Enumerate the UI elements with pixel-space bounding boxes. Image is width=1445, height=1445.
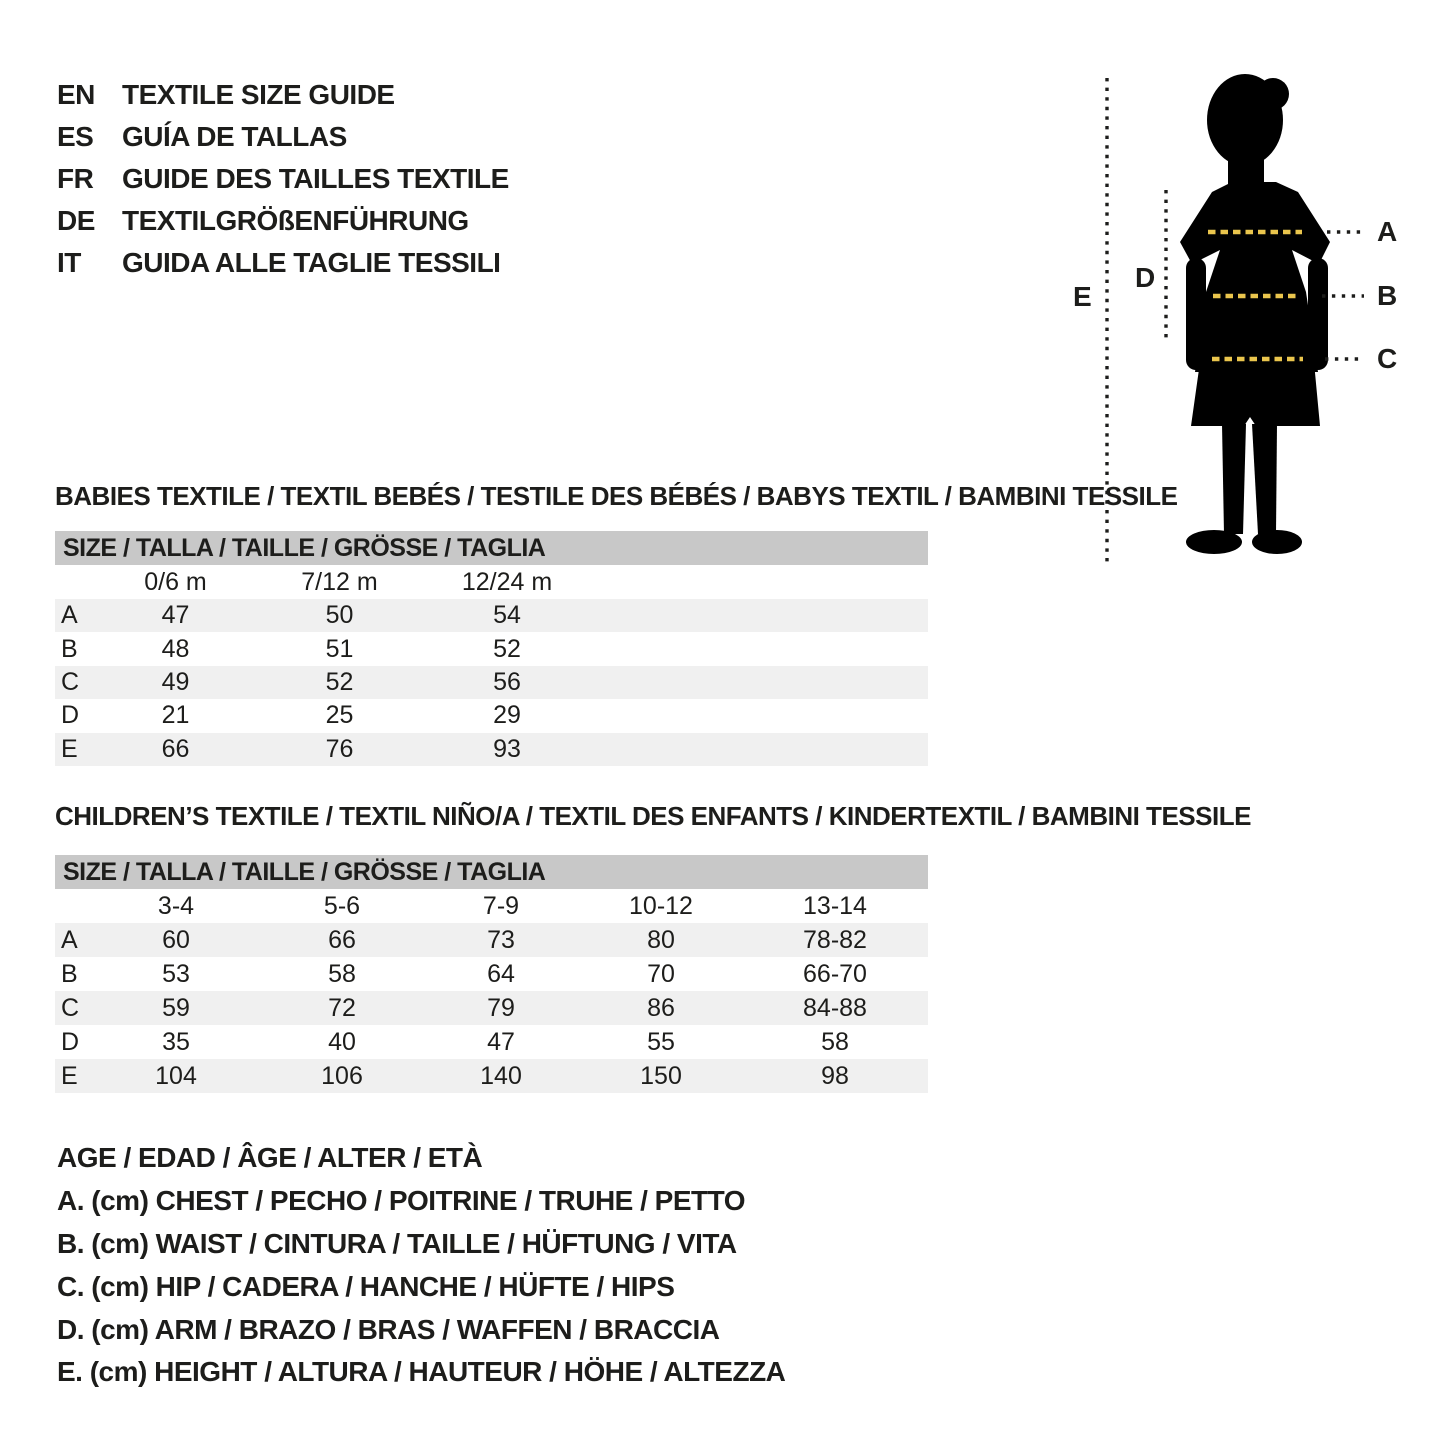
- language-title: GUIDA ALLE TAGLIE TESSILI: [122, 247, 501, 278]
- babies-column-header: 0/6 m: [144, 567, 207, 596]
- cell: 72: [328, 993, 356, 1022]
- row-label: A: [61, 601, 78, 630]
- row-label: E: [61, 734, 78, 763]
- cell: 54: [493, 601, 521, 630]
- table-row: [55, 699, 928, 732]
- babies-size-header-bar: [55, 531, 928, 565]
- cell: 53: [162, 959, 190, 988]
- cell: 50: [325, 601, 354, 630]
- table-row: [55, 957, 928, 991]
- language-title: TEXTILE SIZE GUIDE: [122, 79, 395, 110]
- table-row: [55, 923, 928, 957]
- cell: 64: [487, 959, 515, 988]
- row-label: B: [61, 959, 78, 988]
- measure-label-hip: C: [1377, 343, 1398, 374]
- cell: 58: [821, 1027, 849, 1056]
- cell: 86: [647, 993, 675, 1022]
- babies-column-header: 12/24 m: [461, 567, 553, 596]
- measurement-legend: [57, 1137, 785, 1394]
- row-label: C: [61, 993, 80, 1022]
- legend-line-waist: B. (cm) WAIST / CINTURA / TAILLE / HÜFTUNG / VITA: [57, 1227, 737, 1259]
- language-row: [57, 242, 509, 284]
- cell: 60: [162, 925, 190, 954]
- cell: 98: [821, 1061, 849, 1090]
- measure-label-height: E: [1073, 281, 1092, 312]
- cell: 70: [647, 959, 675, 988]
- cell: 21: [161, 701, 190, 730]
- cell: 49: [161, 667, 190, 696]
- cell: 66: [328, 925, 356, 954]
- cell: 140: [480, 1061, 522, 1090]
- cell: 47: [487, 1027, 515, 1056]
- cell: 51: [325, 634, 354, 663]
- cell: 66-70: [803, 959, 867, 988]
- language-title: GUIDE DES TAILLES TEXTILE: [122, 163, 509, 194]
- legend-line-arm: D. (cm) ARM / BRAZO / BRAS / WAFFEN / BRACCIA: [57, 1313, 720, 1345]
- babies-size-header-label: SIZE / TALLA / TAILLE / GRÖSSE / TAGLIA: [63, 533, 546, 562]
- row-label: C: [61, 667, 80, 696]
- cell: 66: [161, 734, 190, 763]
- table-row: [55, 733, 928, 766]
- children-column-header: 10-12: [629, 891, 693, 920]
- cell: 80: [647, 925, 675, 954]
- children-column-header: 7-9: [482, 891, 520, 920]
- cell: 29: [493, 701, 521, 730]
- cell: 35: [162, 1027, 190, 1056]
- children-column-header: 3-4: [157, 891, 195, 920]
- cell: 73: [487, 925, 515, 954]
- cell: 56: [493, 667, 521, 696]
- table-row: [55, 991, 928, 1025]
- children-size-header-bar: [55, 855, 928, 889]
- language-row: [57, 158, 509, 200]
- measure-label-chest: A: [1377, 216, 1398, 247]
- cell: 52: [325, 667, 354, 696]
- legend-line-height: E. (cm) HEIGHT / ALTURA / HAUTEUR / HÖHE / ALTEZZA: [57, 1356, 786, 1388]
- babies-column-header-row: [55, 565, 928, 599]
- table-row: [55, 599, 928, 632]
- row-label: D: [61, 701, 80, 730]
- legend-line-chest: A. (cm) CHEST / PECHO / POITRINE / TRUHE / PETTO: [57, 1185, 746, 1217]
- language-row: [57, 116, 509, 158]
- measurement-figure: [1030, 60, 1445, 600]
- cell: 58: [328, 959, 356, 988]
- cell: 106: [321, 1061, 363, 1090]
- row-label: A: [61, 925, 78, 954]
- table-row: [55, 632, 928, 665]
- row-label: D: [61, 1027, 80, 1056]
- legend-line-age: AGE / EDAD / ÂGE / ALTER / ETÀ: [57, 1142, 483, 1174]
- children-column-header: 5-6: [323, 891, 361, 920]
- language-row: [57, 74, 509, 116]
- children-column-header: 13-14: [803, 891, 867, 920]
- babies-section-heading: BABIES TEXTILE / TEXTIL BEBÉS / TESTILE DES BÉBÉS / BABYS TEXTIL / BAMBINI TESSILE: [55, 481, 1178, 511]
- cell: 47: [161, 601, 190, 630]
- cell: 25: [325, 701, 354, 730]
- measure-label-waist: B: [1377, 280, 1398, 311]
- cell: 40: [328, 1027, 356, 1056]
- language-code: ES: [57, 121, 94, 152]
- language-title-list: [57, 74, 509, 284]
- cell: 52: [493, 634, 521, 663]
- legend-line-hip: C. (cm) HIP / CADERA / HANCHE / HÜFTE / HIPS: [57, 1270, 675, 1302]
- measure-label-arm: D: [1135, 262, 1156, 293]
- row-label: B: [61, 634, 78, 663]
- cell: 84-88: [803, 993, 867, 1022]
- cell: 104: [155, 1061, 197, 1090]
- children-section-heading: CHILDREN’S TEXTILE / TEXTIL NIÑO/A / TEXTIL DES ENFANTS / KINDERTEXTIL / BAMBINI TESSILE: [55, 801, 1251, 831]
- language-title: TEXTILGRÖßENFÜHRUNG: [122, 205, 469, 236]
- babies-column-header: 7/12 m: [301, 567, 378, 596]
- cell: 150: [640, 1061, 682, 1090]
- language-code: EN: [57, 79, 95, 110]
- language-row: [57, 200, 509, 242]
- table-row: [55, 666, 928, 699]
- cell: 93: [493, 734, 521, 763]
- cell: 59: [162, 993, 190, 1022]
- measurement-figure-graphic: [1030, 60, 1445, 600]
- cell: 55: [647, 1027, 675, 1056]
- children-size-table: [55, 855, 928, 1093]
- table-row: [55, 1059, 928, 1093]
- child-silhouette-icon: [1180, 74, 1330, 554]
- table-row: [55, 1025, 928, 1059]
- language-code: FR: [57, 163, 94, 194]
- cell: 78-82: [803, 925, 867, 954]
- language-title: GUÍA DE TALLAS: [122, 121, 347, 152]
- row-label: E: [61, 1061, 78, 1090]
- language-code: IT: [57, 247, 81, 278]
- children-column-header-row: [55, 889, 928, 923]
- children-size-header-label: SIZE / TALLA / TAILLE / GRÖSSE / TAGLIA: [63, 857, 546, 886]
- cell: 76: [325, 734, 354, 763]
- cell: 79: [487, 993, 515, 1022]
- cell: 48: [161, 634, 190, 663]
- language-code: DE: [57, 205, 95, 236]
- babies-size-table: [55, 531, 928, 766]
